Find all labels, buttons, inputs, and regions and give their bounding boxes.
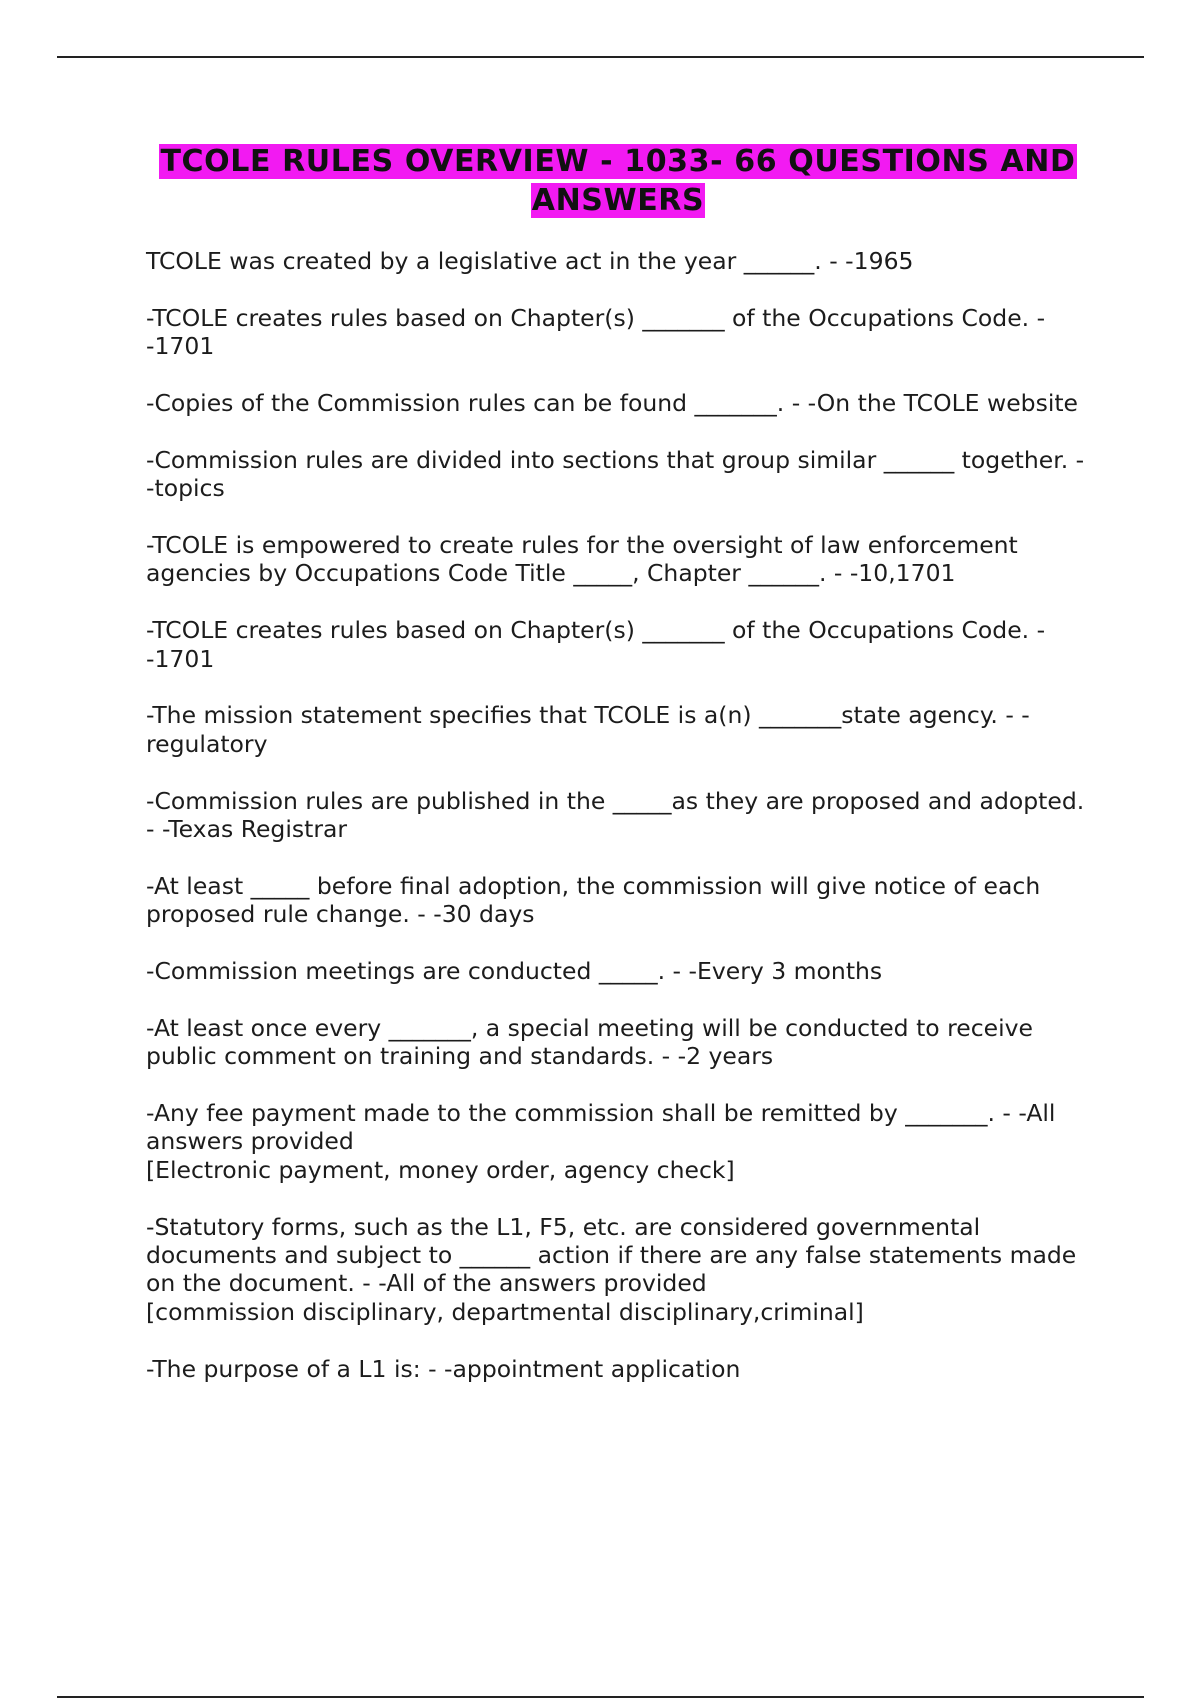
question-answer-item: -Commission meetings are conducted _____. - -Every 3 months [146,957,883,986]
question-answer-item: -The purpose of a L1 is: - -appointment application [146,1354,741,1383]
question-answer-item: TCOLE was created by a legislative act in the year ______. - -1965 [146,247,914,275]
document-title-text: TCOLE RULES OVERVIEW - 1033- 66 QUESTIONS AND ANSWERS [160,144,1076,218]
page-top-rule [57,56,1144,58]
question-answer-item: -TCOLE creates rules based on Chapter(s) _______ of the Occupations Code. - -1701 [146,616,1046,673]
question-answer-item: -TCOLE creates rules based on Chapter(s) _______ of the Occupations Code. - -1701 [146,303,1046,361]
question-answer-item: -Any fee payment made to the commission shall be remitted by _______. - -All answers provided [Electronic payment, money order, agency check] [146,1099,1056,1184]
question-answer-item: -At least once every _______, a special meeting will be conducted to receive public comment on training and standards. - -2 years [146,1013,1034,1071]
question-list [146,247,1091,1383]
question-answer-item: -At least _____ before final adoption, the commission will give notice of each proposed rule change. - -30 days [146,871,1041,929]
question-answer-item: -Commission rules are divided into sections that group similar ______ together. - -topics [146,445,1085,503]
question-answer-item: -Copies of the Commission rules can be found _______. - -On the TCOLE website [146,389,1079,417]
page-bottom-rule [57,1696,1144,1698]
question-answer-item: -Statutory forms, such as the L1, F5, etc. are considered governmental documents and subject to ______ action if there are any false statements made on the document. - -All of the answers provided [commission disciplinary, departmental disciplinary,criminal] [146,1212,1077,1326]
question-answer-item: -Commission rules are published in the _____as they are proposed and adopted. - -Texas Registrar [146,786,1085,844]
question-answer-item: -The mission statement specifies that TCOLE is a(n) _______state agency. - -regulatory [146,701,1030,758]
question-answer-item: -TCOLE is empowered to create rules for the oversight of law enforcement agencies by Occupations Code Title _____, Chapter ______. - -10,1701 [146,531,1018,588]
document-title [100,142,1136,220]
